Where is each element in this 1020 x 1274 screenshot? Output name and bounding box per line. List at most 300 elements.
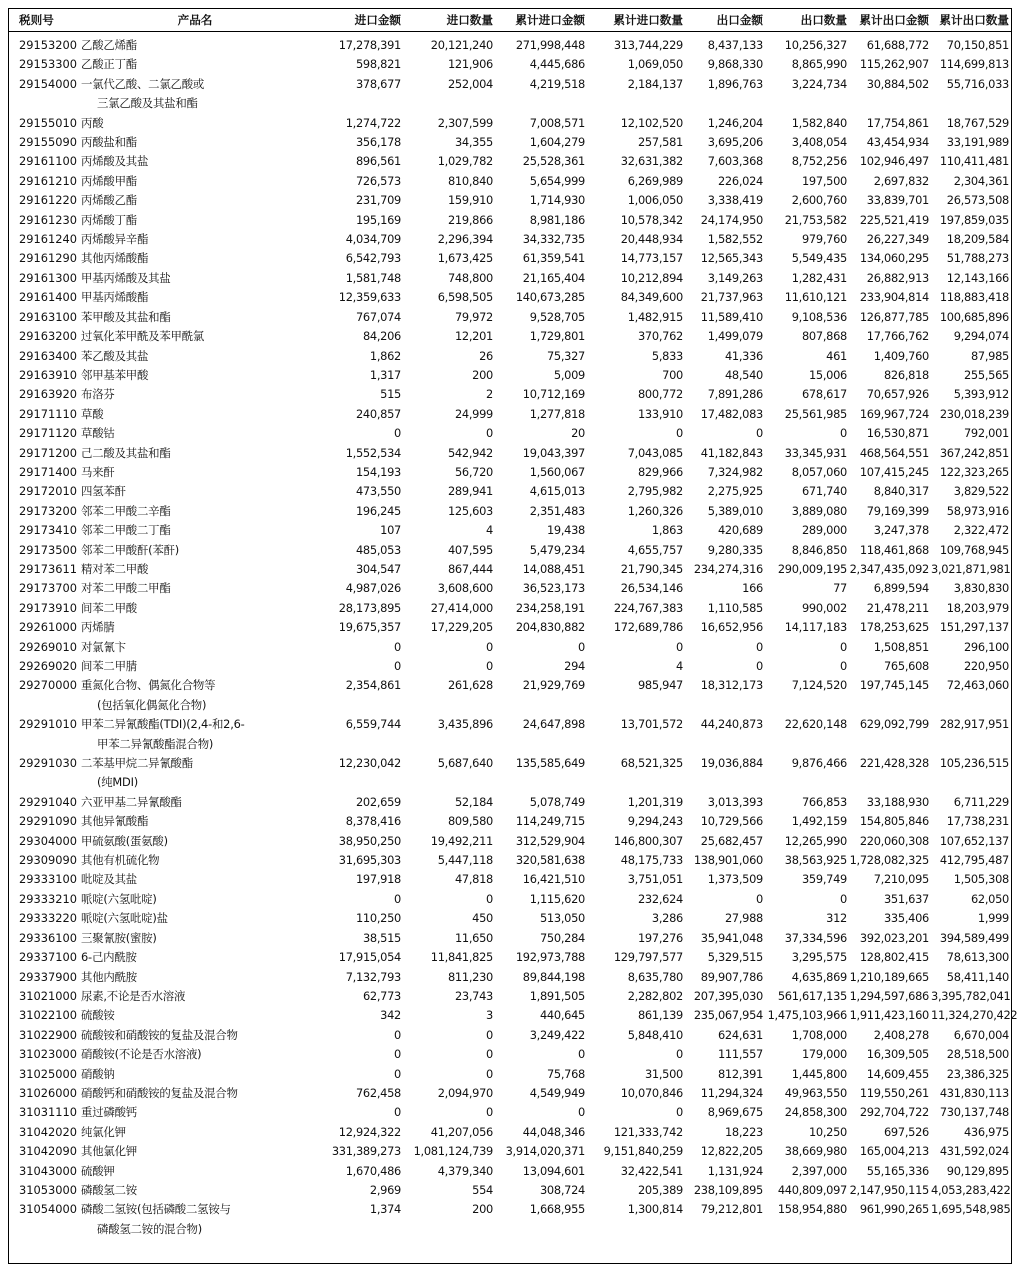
cell-import-value: 0 bbox=[394, 1105, 401, 1120]
cell-import-quantity: 200 bbox=[472, 1202, 493, 1217]
cell-export-value: 21,737,963 bbox=[700, 290, 763, 305]
cell-cumulative-export-value: 134,060,295 bbox=[859, 251, 929, 266]
cell-tariff-code: 29304000 bbox=[19, 833, 77, 848]
table-row bbox=[9, 968, 1011, 987]
cell-product-name bbox=[79, 327, 313, 346]
header-cumulative-export-value: 累计出口金额 bbox=[849, 9, 931, 32]
cell-export-quantity: 15,006 bbox=[808, 367, 847, 382]
cell-cumulative-import-value: 9,528,705 bbox=[529, 309, 585, 324]
cell-import-value: 515 bbox=[380, 387, 401, 402]
product-name-line: 哌啶(六氢吡啶)盐 bbox=[81, 911, 168, 926]
cell-cumulative-import-value: 4,549,949 bbox=[529, 1085, 585, 1100]
cell-product-name bbox=[79, 308, 313, 327]
product-name-continuation: 三氯乙酸及其盐和酯 bbox=[97, 96, 198, 111]
cell-cumulative-import-quantity: 20,448,934 bbox=[620, 232, 683, 247]
table-row bbox=[9, 172, 1011, 191]
cell-cumulative-import-quantity: 4 bbox=[676, 659, 683, 673]
cell-export-quantity: 38,669,980 bbox=[784, 1144, 847, 1159]
cell-export-quantity: 8,057,060 bbox=[791, 464, 847, 479]
cell-product-name bbox=[79, 948, 313, 967]
cell-export-quantity: 678,617 bbox=[801, 387, 847, 402]
product-name-line: 其他丙烯酸酯 bbox=[81, 251, 149, 266]
table-row bbox=[9, 560, 1011, 579]
cell-tariff-code: 29161100 bbox=[19, 154, 77, 169]
cell-cumulative-export-value: 17,766,762 bbox=[866, 329, 929, 344]
cell-import-value: 0 bbox=[394, 1047, 401, 1062]
cell-export-value: 9,280,335 bbox=[707, 542, 763, 557]
cell-cumulative-import-value: 89,844,198 bbox=[522, 969, 585, 984]
cell-cumulative-import-quantity: 0 bbox=[676, 426, 683, 441]
cell-cumulative-export-quantity: 26,573,508 bbox=[946, 193, 1009, 208]
cell-export-quantity: 3,889,080 bbox=[791, 503, 847, 518]
product-name-line: 六亚甲基二异氰酸酯 bbox=[81, 794, 182, 809]
cell-export-quantity: 9,876,466 bbox=[791, 756, 847, 771]
cell-export-value: 166 bbox=[742, 581, 763, 596]
product-name-line: 6-己内酰胺 bbox=[81, 950, 137, 965]
cell-product-name bbox=[79, 832, 313, 851]
cell-product-name bbox=[79, 55, 313, 74]
product-name-continuation: 磷酸氢二铵的混合物) bbox=[97, 1221, 202, 1236]
cell-cumulative-import-value: 4,615,013 bbox=[529, 484, 585, 499]
cell-product-name bbox=[79, 1026, 313, 1045]
cell-import-value: 0 bbox=[394, 891, 401, 906]
product-name-line: 一氯代乙酸、二氯乙酸或 bbox=[81, 76, 205, 91]
cell-product-name bbox=[79, 599, 313, 618]
table-row bbox=[9, 521, 1011, 540]
cell-cumulative-import-value: 14,088,451 bbox=[522, 561, 585, 576]
cell-cumulative-import-value: 192,973,788 bbox=[515, 950, 585, 965]
product-name-line: 甲基丙烯酸及其盐 bbox=[81, 270, 171, 285]
cell-import-value: 6,542,793 bbox=[345, 251, 401, 266]
cell-cumulative-export-quantity: 230,018,239 bbox=[939, 406, 1009, 421]
cell-product-name bbox=[79, 890, 313, 909]
table-row bbox=[9, 424, 1011, 443]
cell-cumulative-import-value: 5,479,234 bbox=[529, 542, 585, 557]
cell-tariff-code: 31042020 bbox=[19, 1124, 77, 1139]
cell-product-name bbox=[79, 968, 313, 987]
cell-cumulative-import-quantity: 31,500 bbox=[644, 1066, 683, 1081]
cell-import-value: 0 bbox=[394, 426, 401, 441]
cell-cumulative-import-quantity: 68,521,325 bbox=[620, 756, 683, 771]
cell-product-name bbox=[79, 463, 313, 482]
cell-cumulative-import-value: 320,581,638 bbox=[515, 853, 585, 868]
cell-cumulative-export-value: 70,657,926 bbox=[866, 387, 929, 402]
cell-import-value: 1,317 bbox=[369, 367, 401, 382]
cell-tariff-code: 29155010 bbox=[19, 115, 77, 130]
cell-import-value: 107 bbox=[380, 523, 401, 538]
cell-cumulative-import-quantity: 10,578,342 bbox=[620, 212, 683, 227]
product-name-line: 其他氯化钾 bbox=[81, 1144, 137, 1159]
cell-export-quantity: 0 bbox=[840, 426, 847, 441]
cell-product-name bbox=[79, 929, 313, 948]
table-row bbox=[9, 541, 1011, 560]
cell-cumulative-import-quantity: 232,624 bbox=[637, 891, 683, 906]
product-name-line: 草酸 bbox=[81, 406, 104, 421]
cell-product-name bbox=[79, 172, 313, 191]
cell-cumulative-export-quantity: 118,883,418 bbox=[939, 290, 1009, 305]
cell-cumulative-export-value: 197,745,145 bbox=[859, 678, 929, 693]
product-name-line: 其他有机硫化物 bbox=[81, 853, 160, 868]
cell-cumulative-export-quantity: 220,950 bbox=[963, 659, 1009, 673]
cell-import-quantity: 542,942 bbox=[447, 445, 493, 460]
cell-cumulative-import-value: 16,421,510 bbox=[522, 872, 585, 887]
cell-product-name bbox=[79, 851, 313, 870]
product-name-line: 磷酸二氢铵(包括磷酸二氢铵与 bbox=[81, 1202, 231, 1217]
cell-cumulative-export-value: 351,637 bbox=[883, 891, 929, 906]
cell-cumulative-export-value: 30,884,502 bbox=[866, 76, 929, 91]
cell-product-name bbox=[79, 715, 313, 754]
cell-export-value: 5,329,515 bbox=[707, 950, 763, 965]
cell-product-name bbox=[79, 424, 313, 443]
cell-cumulative-import-quantity: 257,581 bbox=[637, 135, 683, 150]
cell-export-value: 234,274,316 bbox=[693, 561, 763, 576]
cell-import-quantity: 0 bbox=[486, 1027, 493, 1042]
cell-cumulative-export-quantity: 6,711,229 bbox=[953, 794, 1009, 809]
cell-cumulative-import-value: 5,009 bbox=[553, 367, 585, 382]
cell-import-value: 342 bbox=[380, 1008, 401, 1023]
cell-export-value: 3,695,206 bbox=[707, 135, 763, 150]
cell-cumulative-import-quantity: 21,790,345 bbox=[620, 561, 683, 576]
table-row bbox=[9, 1065, 1011, 1084]
cell-export-quantity: 1,445,800 bbox=[791, 1066, 847, 1081]
product-name-continuation: 甲苯二异氰酸酯混合物) bbox=[97, 736, 214, 751]
product-name-line: 丙酸盐和酯 bbox=[81, 135, 137, 150]
cell-tariff-code: 31031110 bbox=[19, 1105, 77, 1120]
cell-export-value: 35,941,048 bbox=[700, 930, 763, 945]
cell-export-value: 11,589,410 bbox=[700, 309, 763, 324]
cell-cumulative-export-value: 7,210,095 bbox=[873, 872, 929, 887]
cell-product-name bbox=[79, 366, 313, 385]
cell-export-quantity: 7,124,520 bbox=[791, 678, 847, 693]
header-export-quantity: 出口数量 bbox=[765, 9, 849, 32]
cell-import-value: 1,670,486 bbox=[345, 1163, 401, 1178]
table-row bbox=[9, 32, 1011, 56]
cell-import-value: 197,918 bbox=[355, 872, 401, 887]
cell-cumulative-export-value: 118,461,868 bbox=[859, 542, 929, 557]
cell-cumulative-export-value: 102,946,497 bbox=[859, 154, 929, 169]
cell-cumulative-import-quantity: 6,269,989 bbox=[627, 173, 683, 188]
cell-cumulative-import-quantity: 32,422,541 bbox=[620, 1163, 683, 1178]
cell-tariff-code: 29333210 bbox=[19, 891, 77, 906]
cell-export-value: 3,338,419 bbox=[707, 193, 763, 208]
product-name-line: 对苯二甲酸二甲酯 bbox=[81, 581, 171, 596]
cell-export-value: 19,036,884 bbox=[700, 756, 763, 771]
table-row bbox=[9, 114, 1011, 133]
cell-cumulative-export-value: 16,530,871 bbox=[866, 426, 929, 441]
header-product-name: 产品名 bbox=[79, 9, 313, 32]
cell-cumulative-export-value: 2,408,278 bbox=[873, 1027, 929, 1042]
cell-export-quantity: 49,963,550 bbox=[784, 1085, 847, 1100]
header-cumulative-import-quantity: 累计进口数量 bbox=[587, 9, 685, 32]
cell-cumulative-export-value: 126,877,785 bbox=[859, 309, 929, 324]
cell-cumulative-export-value: 61,688,772 bbox=[866, 38, 929, 52]
cell-cumulative-import-quantity: 10,212,894 bbox=[620, 270, 683, 285]
cell-cumulative-import-quantity: 2,795,982 bbox=[627, 484, 683, 499]
product-name-line: 重过磷酸钙 bbox=[81, 1105, 137, 1120]
table-row bbox=[9, 230, 1011, 249]
cell-import-quantity: 17,229,205 bbox=[430, 620, 493, 635]
cell-export-value: 0 bbox=[756, 426, 763, 441]
cell-cumulative-export-quantity: 436,975 bbox=[963, 1124, 1009, 1139]
cell-export-quantity: 4,635,869 bbox=[791, 969, 847, 984]
table-row bbox=[9, 715, 1011, 754]
cell-product-name bbox=[79, 638, 313, 657]
cell-export-quantity: 807,868 bbox=[801, 329, 847, 344]
cell-export-value: 27,988 bbox=[724, 911, 763, 926]
cell-cumulative-export-quantity: 11,324,270,422 bbox=[931, 1008, 1018, 1023]
cell-export-value: 238,109,895 bbox=[693, 1182, 763, 1197]
cell-import-quantity: 5,687,640 bbox=[437, 756, 493, 771]
cell-cumulative-import-quantity: 84,349,600 bbox=[620, 290, 683, 305]
product-name-line: 硫酸铵 bbox=[81, 1008, 115, 1023]
cell-cumulative-import-value: 36,523,173 bbox=[522, 581, 585, 596]
cell-import-quantity: 23,743 bbox=[454, 988, 493, 1003]
cell-import-value: 195,169 bbox=[355, 212, 401, 227]
cell-cumulative-export-value: 225,521,419 bbox=[859, 212, 929, 227]
cell-product-name bbox=[79, 1103, 313, 1122]
cell-import-value: 240,857 bbox=[355, 406, 401, 421]
table-row bbox=[9, 191, 1011, 210]
product-name-line: 其他异氰酸酯 bbox=[81, 814, 149, 829]
table-row bbox=[9, 754, 1011, 793]
cell-import-value: 2,354,861 bbox=[345, 678, 401, 693]
cell-export-quantity: 766,853 bbox=[801, 794, 847, 809]
table-row bbox=[9, 288, 1011, 307]
cell-export-value: 1,896,763 bbox=[707, 76, 763, 91]
cell-cumulative-import-value: 4,445,686 bbox=[529, 57, 585, 72]
cell-export-quantity: 0 bbox=[840, 891, 847, 906]
cell-cumulative-export-quantity: 18,203,979 bbox=[946, 600, 1009, 615]
cell-cumulative-export-value: 221,428,328 bbox=[859, 756, 929, 771]
cell-import-quantity: 20,121,240 bbox=[430, 38, 493, 52]
cell-export-quantity: 3,224,734 bbox=[791, 76, 847, 91]
cell-export-quantity: 14,117,183 bbox=[784, 620, 847, 635]
cell-export-value: 1,373,509 bbox=[707, 872, 763, 887]
cell-cumulative-import-value: 0 bbox=[578, 1047, 585, 1062]
cell-cumulative-export-quantity: 282,917,951 bbox=[939, 717, 1009, 732]
cell-tariff-code: 29173200 bbox=[19, 503, 77, 518]
cell-export-quantity: 11,610,121 bbox=[784, 290, 847, 305]
cell-cumulative-export-quantity: 78,613,300 bbox=[946, 950, 1009, 965]
cell-cumulative-export-value: 2,697,832 bbox=[873, 173, 929, 188]
cell-cumulative-import-value: 1,714,930 bbox=[529, 193, 585, 208]
cell-cumulative-import-value: 13,094,601 bbox=[522, 1163, 585, 1178]
cell-cumulative-export-quantity: 18,209,584 bbox=[946, 232, 1009, 247]
cell-export-value: 7,891,286 bbox=[707, 387, 763, 402]
cell-import-value: 28,173,895 bbox=[338, 600, 401, 615]
cell-export-value: 18,312,173 bbox=[700, 678, 763, 693]
cell-cumulative-import-quantity: 12,102,520 bbox=[620, 115, 683, 130]
cell-cumulative-export-quantity: 55,716,033 bbox=[946, 76, 1009, 91]
cell-cumulative-export-value: 1,911,423,160 bbox=[849, 1008, 929, 1023]
cell-cumulative-export-value: 697,526 bbox=[883, 1124, 929, 1139]
cell-tariff-code: 29153200 bbox=[19, 38, 77, 52]
cell-cumulative-import-quantity: 9,294,243 bbox=[627, 814, 683, 829]
cell-product-name bbox=[79, 32, 313, 56]
table-row bbox=[9, 211, 1011, 230]
cell-tariff-code: 29163200 bbox=[19, 329, 77, 344]
cell-product-name bbox=[79, 444, 313, 463]
cell-import-quantity: 0 bbox=[486, 639, 493, 654]
cell-export-value: 0 bbox=[756, 659, 763, 673]
cell-import-value: 12,230,042 bbox=[338, 756, 401, 771]
cell-cumulative-export-quantity: 28,518,500 bbox=[946, 1047, 1009, 1062]
cell-cumulative-import-value: 0 bbox=[578, 1105, 585, 1120]
cell-import-value: 1,581,748 bbox=[345, 270, 401, 285]
cell-tariff-code: 31054000 bbox=[19, 1202, 77, 1217]
cell-cumulative-import-value: 7,008,571 bbox=[529, 115, 585, 130]
header-row bbox=[9, 9, 1011, 32]
table-row bbox=[9, 152, 1011, 171]
cell-import-quantity: 252,004 bbox=[447, 76, 493, 91]
cell-export-value: 3,013,393 bbox=[707, 794, 763, 809]
cell-cumulative-export-quantity: 90,129,895 bbox=[946, 1163, 1009, 1178]
product-name-line: 丙烯酸异辛酯 bbox=[81, 232, 149, 247]
cell-product-name bbox=[79, 385, 313, 404]
cell-product-name bbox=[79, 1045, 313, 1064]
cell-cumulative-import-quantity: 5,833 bbox=[651, 348, 683, 363]
table-body bbox=[9, 32, 1018, 1240]
table-row bbox=[9, 1006, 1011, 1025]
cell-product-name bbox=[79, 288, 313, 307]
cell-tariff-code: 29173410 bbox=[19, 523, 77, 538]
product-name-line: 苯乙酸及其盐 bbox=[81, 348, 149, 363]
cell-cumulative-export-quantity: 730,137,748 bbox=[939, 1105, 1009, 1120]
cell-import-quantity: 0 bbox=[486, 426, 493, 441]
cell-import-value: 231,709 bbox=[355, 193, 401, 208]
cell-cumulative-export-quantity: 1,695,548,985 bbox=[931, 1202, 1011, 1217]
cell-export-value: 1,499,079 bbox=[707, 329, 763, 344]
cell-export-quantity: 33,345,931 bbox=[784, 445, 847, 460]
cell-export-quantity: 5,549,435 bbox=[791, 251, 847, 266]
cell-tariff-code: 31053000 bbox=[19, 1182, 77, 1197]
cell-export-value: 12,565,343 bbox=[700, 251, 763, 266]
cell-import-quantity: 24,999 bbox=[454, 406, 493, 421]
cell-export-quantity: 8,865,990 bbox=[791, 57, 847, 72]
table-row bbox=[9, 1045, 1011, 1064]
cell-export-value: 7,603,368 bbox=[707, 154, 763, 169]
cell-export-value: 44,240,873 bbox=[700, 717, 763, 732]
cell-export-quantity: 290,009,195 bbox=[777, 561, 847, 576]
cell-export-value: 1,110,585 bbox=[707, 600, 763, 615]
cell-import-quantity: 748,800 bbox=[447, 270, 493, 285]
table-header bbox=[9, 9, 1011, 32]
cell-export-quantity: 22,620,148 bbox=[784, 717, 847, 732]
cell-import-value: 19,675,357 bbox=[338, 620, 401, 635]
cell-cumulative-export-value: 128,802,415 bbox=[859, 950, 929, 965]
cell-tariff-code: 29172010 bbox=[19, 484, 77, 499]
cell-export-value: 5,389,010 bbox=[707, 503, 763, 518]
cell-cumulative-export-quantity: 3,830,830 bbox=[953, 581, 1009, 596]
cell-import-value: 12,359,633 bbox=[338, 290, 401, 305]
cell-export-value: 7,324,982 bbox=[707, 464, 763, 479]
cell-export-value: 17,482,083 bbox=[700, 406, 763, 421]
cell-product-name bbox=[79, 754, 313, 793]
cell-export-value: 48,540 bbox=[724, 367, 763, 382]
header-cumulative-export-quantity: 累计出口数量 bbox=[931, 9, 1011, 32]
cell-cumulative-export-quantity: 1,999 bbox=[977, 911, 1009, 926]
header-export-value: 出口金额 bbox=[685, 9, 765, 32]
cell-cumulative-export-value: 3,247,378 bbox=[873, 523, 929, 538]
cell-export-quantity: 38,563,925 bbox=[784, 853, 847, 868]
cell-export-value: 8,969,675 bbox=[707, 1105, 763, 1120]
product-name-line: 丙烯酸甲酯 bbox=[81, 173, 137, 188]
cell-import-value: 304,547 bbox=[355, 561, 401, 576]
cell-cumulative-import-value: 61,359,541 bbox=[522, 251, 585, 266]
cell-product-name bbox=[79, 230, 313, 249]
cell-cumulative-import-quantity: 48,175,733 bbox=[620, 853, 683, 868]
product-name-line: 间苯二甲酸 bbox=[81, 600, 137, 615]
cell-import-quantity: 2,094,970 bbox=[437, 1085, 493, 1100]
cell-cumulative-export-quantity: 70,150,851 bbox=[946, 38, 1009, 52]
table-row bbox=[9, 463, 1011, 482]
cell-export-quantity: 359,749 bbox=[801, 872, 847, 887]
product-name-continuation: (纯MDI) bbox=[97, 775, 139, 790]
cell-cumulative-import-quantity: 0 bbox=[676, 639, 683, 654]
cell-export-quantity: 0 bbox=[840, 639, 847, 654]
product-name-line: 硫酸铵和硝酸铵的复盐及混合物 bbox=[81, 1027, 238, 1042]
cell-cumulative-import-value: 204,830,882 bbox=[515, 620, 585, 635]
cell-cumulative-export-quantity: 58,411,140 bbox=[946, 969, 1009, 984]
cell-import-quantity: 200 bbox=[472, 367, 493, 382]
cell-cumulative-export-value: 79,169,399 bbox=[866, 503, 929, 518]
cell-cumulative-export-quantity: 107,652,137 bbox=[939, 833, 1009, 848]
cell-cumulative-export-quantity: 9,294,074 bbox=[953, 329, 1009, 344]
cell-export-quantity: 3,295,575 bbox=[791, 950, 847, 965]
cell-cumulative-export-quantity: 17,738,231 bbox=[946, 814, 1009, 829]
product-name-line: 硝酸铵(不论是否水溶液) bbox=[81, 1047, 202, 1062]
cell-product-name bbox=[79, 211, 313, 230]
cell-import-quantity: 52,184 bbox=[454, 794, 493, 809]
cell-import-quantity: 79,972 bbox=[454, 309, 493, 324]
cell-product-name bbox=[79, 1162, 313, 1181]
cell-import-quantity: 1,081,124,739 bbox=[413, 1144, 493, 1159]
table-row bbox=[9, 851, 1011, 870]
cell-export-value: 0 bbox=[756, 639, 763, 654]
cell-product-name bbox=[79, 191, 313, 210]
trade-table-frame bbox=[8, 8, 1018, 1264]
cell-cumulative-import-value: 10,712,169 bbox=[522, 387, 585, 402]
cell-import-value: 2,969 bbox=[369, 1182, 401, 1197]
cell-cumulative-import-quantity: 205,389 bbox=[637, 1182, 683, 1197]
cell-import-quantity: 19,492,211 bbox=[430, 833, 493, 848]
cell-product-name bbox=[79, 1123, 313, 1142]
cell-import-quantity: 811,230 bbox=[447, 969, 493, 984]
cell-export-quantity: 8,846,850 bbox=[791, 542, 847, 557]
table-row bbox=[9, 793, 1011, 812]
cell-import-quantity: 289,941 bbox=[447, 484, 493, 499]
cell-export-value: 235,067,954 bbox=[693, 1008, 763, 1023]
cell-cumulative-import-quantity: 121,333,742 bbox=[613, 1124, 683, 1139]
table-row bbox=[9, 502, 1011, 521]
cell-export-value: 16,652,956 bbox=[700, 620, 763, 635]
cell-cumulative-import-value: 5,654,999 bbox=[529, 173, 585, 188]
cell-cumulative-export-value: 178,253,625 bbox=[859, 620, 929, 635]
product-name-line: 丙酸 bbox=[81, 115, 104, 130]
cell-tariff-code: 29173500 bbox=[19, 542, 77, 557]
cell-cumulative-export-value: 21,478,211 bbox=[866, 600, 929, 615]
cell-cumulative-export-quantity: 122,323,265 bbox=[939, 464, 1009, 479]
cell-cumulative-import-value: 1,115,620 bbox=[529, 891, 585, 906]
table-row bbox=[9, 269, 1011, 288]
product-name-line: 吡啶及其盐 bbox=[81, 872, 137, 887]
cell-cumulative-export-quantity: 367,242,851 bbox=[939, 445, 1009, 460]
cell-product-name bbox=[79, 521, 313, 540]
cell-cumulative-export-value: 1,409,760 bbox=[873, 348, 929, 363]
cell-import-value: 726,573 bbox=[355, 173, 401, 188]
cell-import-value: 1,274,722 bbox=[345, 115, 401, 130]
cell-cumulative-import-quantity: 133,910 bbox=[637, 406, 683, 421]
